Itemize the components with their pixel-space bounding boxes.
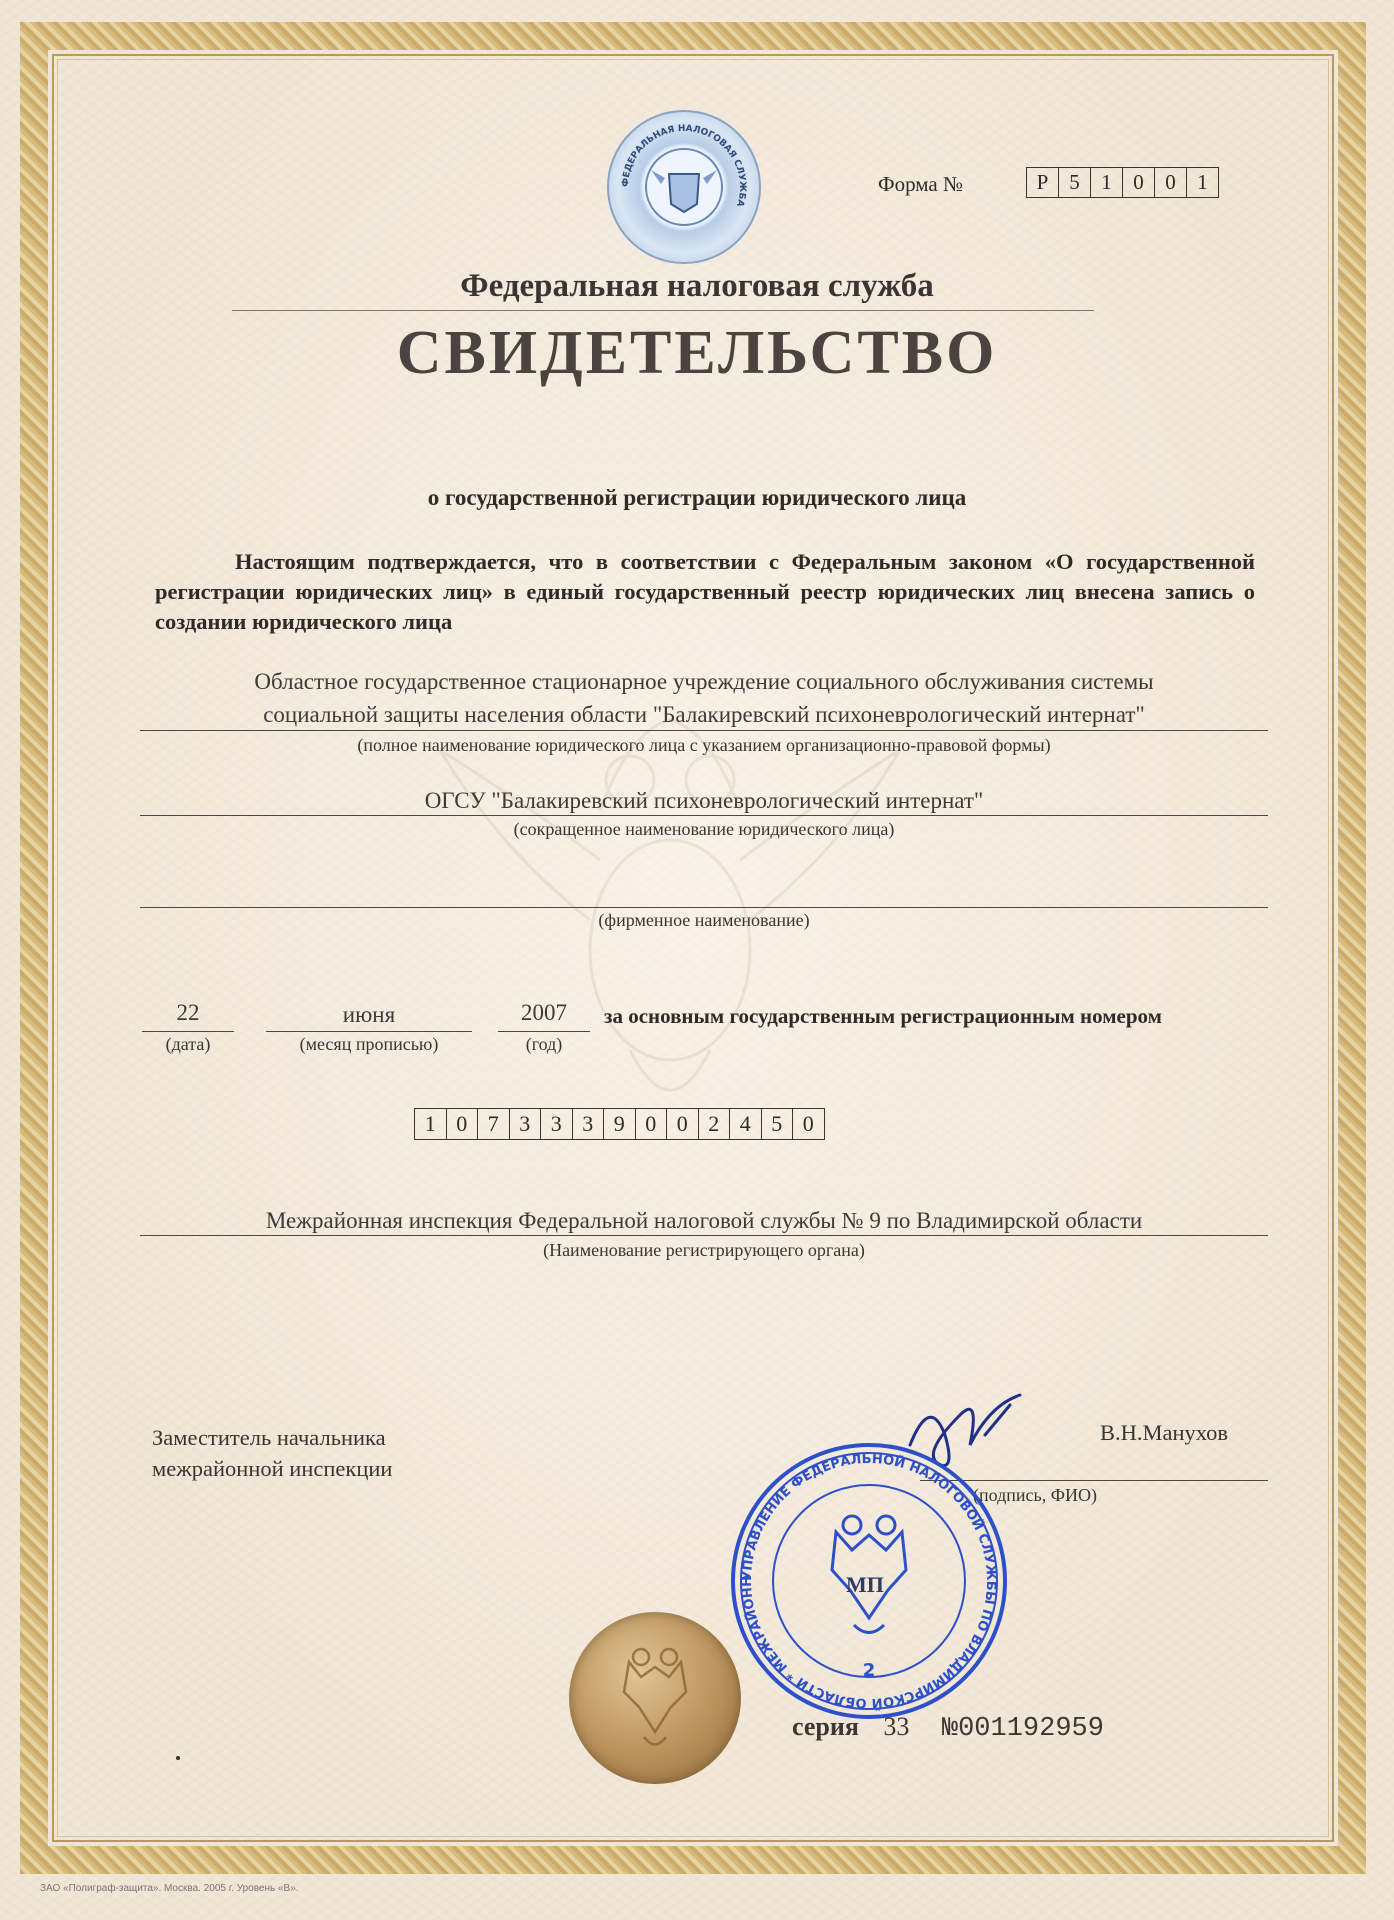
- ogrn-digit: 0: [636, 1109, 668, 1139]
- ogrn-digit: 3: [510, 1109, 542, 1139]
- short-name-caption: (сокращенное наименование юридического лица): [513, 819, 895, 839]
- date-year-underline: [498, 1031, 590, 1032]
- agency-name: Федеральная налоговая служба: [460, 268, 934, 304]
- ogrn-number: [414, 1108, 825, 1140]
- divider: [232, 310, 1094, 311]
- date-year-caption: (год): [525, 1034, 563, 1054]
- certificate-subtitle: о государственной регистрации юридического лица: [427, 485, 967, 510]
- registration-number-text: за основным государственным регистрационным номером: [604, 1004, 1162, 1028]
- gold-seal: [569, 1612, 741, 1784]
- printer-footer: ЗАО «Полиграф-защита». Москва. 2005 г. Уровень «В».: [40, 1883, 299, 1894]
- serial-series: 33: [883, 1712, 910, 1741]
- ogrn-digit: 1: [415, 1109, 447, 1139]
- date-year: 2007: [521, 1000, 567, 1025]
- form-number-code: [1026, 167, 1219, 198]
- ogrn-digit: 0: [802, 1111, 814, 1136]
- form-code-digit: 5: [1059, 168, 1091, 197]
- paragraph-text: Настоящим подтверждается, что в соответствии с Федеральным законом «О государственной регистрации юридических лиц» в единый государственный реестр юридических лиц внесена запись о создании юридического лица: [155, 549, 1255, 634]
- emblem-ring-text: ФЕДЕРАЛЬНАЯ НАЛОГОВАЯ СЛУЖБА: [620, 123, 748, 208]
- form-code-digit: 0: [1123, 168, 1155, 197]
- authority-underline: [140, 1235, 1268, 1236]
- date-day: 22: [176, 1000, 200, 1025]
- date-month: июня: [342, 1002, 396, 1027]
- certification-paragraph: [155, 547, 1255, 637]
- short-name: ОГСУ "Балакиревский психоневрологический интернат": [424, 788, 984, 813]
- full-name-caption: (полное наименование юридического лица с указанием организационно-правовой формы): [357, 735, 1051, 755]
- signer-role: [152, 1422, 392, 1484]
- ogrn-digit: 3: [541, 1109, 573, 1139]
- short-name-underline: [140, 815, 1268, 816]
- form-code-digit: Р: [1027, 168, 1059, 197]
- ogrn-digit: 3: [573, 1109, 605, 1139]
- date-month-caption: (месяц прописью): [299, 1034, 439, 1054]
- stamp-center-number: 2: [862, 1660, 876, 1681]
- fns-hologram-emblem: [607, 110, 761, 264]
- ogrn-digit: 0: [447, 1109, 479, 1139]
- full-name-line-2: социальной защиты населения области "Балакиревский психоневрологический интернат": [263, 702, 1145, 727]
- signature-caption: (подпись, ФИО): [973, 1485, 1097, 1505]
- signer-role-line-1: Заместитель начальника: [152, 1425, 386, 1450]
- serial-label: серия: [792, 1712, 859, 1741]
- serial-number: [792, 1712, 1104, 1744]
- serial-no: №001192959: [941, 1714, 1104, 1744]
- signer-role-line-2: межрайонной инспекции: [152, 1456, 393, 1481]
- ogrn-digit: 9: [604, 1109, 636, 1139]
- date-day-caption: (дата): [165, 1034, 211, 1054]
- form-code-digit: 1: [1091, 168, 1123, 197]
- ogrn-digit: 2: [699, 1109, 731, 1139]
- full-name-underline: [140, 730, 1268, 731]
- ogrn-digit: 7: [478, 1109, 510, 1139]
- form-number-label: Форма №: [878, 172, 964, 196]
- ogrn-digit: 5: [762, 1109, 794, 1139]
- brand-name-caption: (фирменное наименование): [598, 910, 810, 930]
- signer-name: В.Н.Манухов: [1100, 1420, 1229, 1445]
- registering-authority: Межрайонная инспекция Федеральной налоговой службы № 9 по Владимирской области: [265, 1208, 1143, 1233]
- authority-caption: (Наименование регистрирующего органа): [543, 1240, 865, 1260]
- date-month-underline: [266, 1031, 472, 1032]
- full-name-line-1: Областное государственное стационарное учреждение социального обслуживания системы: [254, 669, 1154, 694]
- ogrn-digit: 4: [730, 1109, 762, 1139]
- form-code-digit: 1: [1197, 170, 1208, 194]
- certificate-title: СВИДЕТЕЛЬСТВО: [396, 319, 998, 387]
- form-code-digit: 0: [1155, 168, 1187, 197]
- ogrn-digit: 0: [667, 1109, 699, 1139]
- ink-dot: [176, 1756, 180, 1760]
- mp-label: МП: [846, 1572, 884, 1597]
- date-day-underline: [142, 1031, 234, 1032]
- brand-name-underline: [140, 907, 1268, 908]
- stamp-ring-text: УПРАВЛЕНИЕ ФЕДЕРАЛЬНОЙ НАЛОГОВОЙ СЛУЖБЫ ПО ВЛАДИМИРСКОЙ ОБЛАСТИ * МЕЖРАЙОНН: [739, 1451, 999, 1711]
